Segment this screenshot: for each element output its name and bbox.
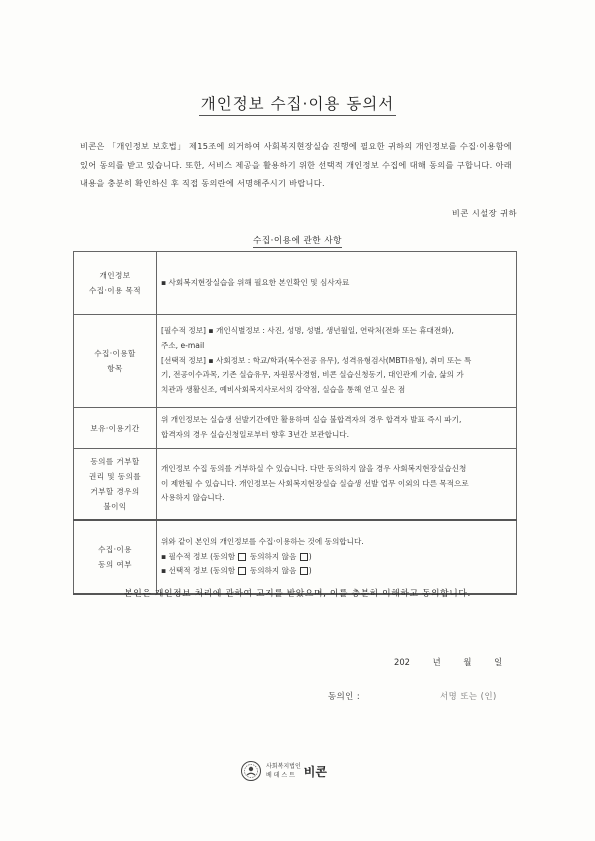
agreement-content: [157, 520, 517, 594]
optional-items-line: 치관과 생활신조, 예비사회복지사로서의 강약점, 실습을 통해 얻고 싶은 점: [161, 385, 406, 395]
required-agree-checkbox[interactable]: [238, 553, 246, 561]
collection-info-table: [73, 251, 517, 595]
retention-header: 보유·이용기간: [74, 408, 157, 449]
date-line[interactable]: 202 년 월 일: [394, 657, 503, 667]
required-items-line: 주소, e-mail: [161, 340, 205, 350]
purpose-content: ▪ 사회복지현장실습을 위해 필요한 본인확인 및 심사자료: [157, 252, 517, 315]
section-title: 수집·이용에 관한 사항: [253, 236, 342, 246]
required-consent-line: ▪ 필수적 정보 (동의함 동의하지 않음 ): [161, 551, 312, 561]
purpose-row: [74, 252, 517, 315]
signer-label: 동의인 :: [328, 691, 361, 701]
items-row: [74, 315, 517, 408]
document-title: 개인정보 수집·이용 동의서: [0, 92, 595, 114]
agreement-row: [74, 520, 517, 594]
addressee: 비콘 시설장 귀하: [451, 208, 517, 218]
optional-items-line: 기, 전공이수과목, 기존 실습유무, 자원봉사경험, 비콘 실습신청동기, 대인관계 기술, 삶의 가: [161, 370, 464, 380]
optional-disagree-checkbox[interactable]: [300, 567, 308, 575]
agreement-header: 수집·이용 동의 여부: [74, 520, 157, 594]
signature-field[interactable]: 서명 또는 (인): [440, 691, 497, 701]
agreement-intro: 위와 같이 본인의 개인정보를 수집·이용하는 것에 동의합니다.: [161, 536, 364, 546]
required-disagree-checkbox[interactable]: [300, 553, 308, 561]
consent-statement: 본인은 개인정보 처리에 관하여 고지를 받았으며, 이를 충분히 이해하고 동의합니다.: [124, 589, 471, 599]
optional-agree-checkbox[interactable]: [238, 567, 246, 575]
retention-row: [74, 408, 517, 449]
logo-brand-name: 비콘: [303, 764, 327, 779]
items-content: [157, 315, 517, 408]
items-header: 수집·이용할 항목: [74, 315, 157, 408]
organization-emblem-icon: [240, 760, 262, 782]
required-items-line: [필수적 정보] ▪ 개인식별정보 : 사진, 성명, 성별, 생년월일, 연락처(전화 또는 휴대전화),: [161, 326, 454, 335]
intro-paragraph: 비콘은 「개인정보 보호법」 제15조에 의거하여 사회복지현장실습 진행에 필요한 귀하의 개인정보를 수집·이용함에 있어 동의를 받고 있습니다. 또한, 서비스 제공을 활용하기 위한 선택적 개인정보 수집에 대해 동의를 구합니다. 아래 내용을 충분히 확인하신 후 직접 동의란에 서명해주시기 바랍니다.: [80, 141, 512, 189]
optional-consent-line: ▪ 선택적 정보 (동의함 동의하지 않음 ): [161, 566, 312, 576]
optional-items-line: [선택적 정보] ▪ 사회정보 : 학교/학과(복수전공 유무), 성격유형검사(MBTI유형), 취미 또는 특: [161, 355, 472, 365]
refusal-content: 개인정보 수집 동의를 거부하실 수 있습니다. 다만 동의하지 않을 경우 사회복지현장실습신청 이 제한될 수 있습니다. 개인정보는 사회복지현장실습 실습생 선발 업무 이외의 다른 목적으로 사용하지 않습니다.: [157, 449, 517, 521]
purpose-header: 개인정보 수집·이용 목적: [74, 252, 157, 315]
organization-logo: [240, 757, 327, 785]
retention-content: 위 개인정보는 실습생 선발기간에만 활용하며 실습 불합격자의 경우 합격자 발표 즉시 파기, 합격자의 경우 실습신청일로부터 향후 3년간 보관합니다.: [157, 408, 517, 449]
logo-foundation-name: 베 데 스 트: [266, 772, 295, 779]
logo-foundation-text: 사회복지법인: [266, 763, 301, 770]
refusal-header: 동의를 거부할 권리 및 동의를 거부할 경우의 불이익: [74, 449, 157, 521]
refusal-row: [74, 449, 517, 521]
